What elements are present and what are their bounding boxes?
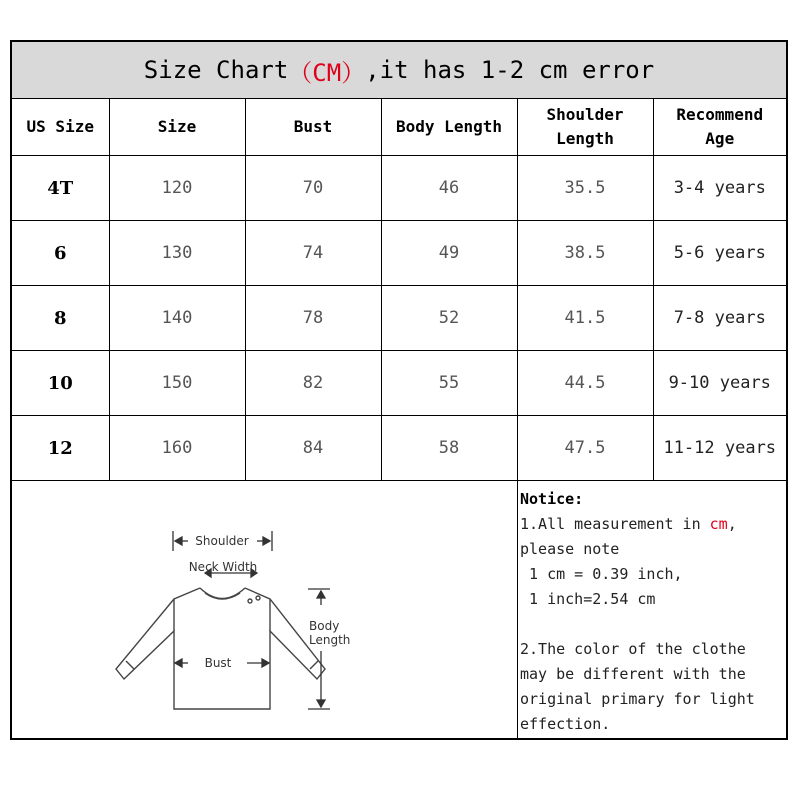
table-row xyxy=(12,351,786,416)
cell-shoulder-length: 35.5 xyxy=(517,156,653,221)
chart-title xyxy=(12,42,786,99)
header-body-length: Body Length xyxy=(381,99,517,156)
cell-body-length: 52 xyxy=(381,286,517,351)
cell-age: 9-10 years xyxy=(653,351,786,416)
sweater-diagram xyxy=(12,481,517,739)
table-row xyxy=(12,156,786,221)
cell-shoulder-length: 41.5 xyxy=(517,286,653,351)
table-row xyxy=(12,286,786,351)
notice-heading: Notice: xyxy=(520,490,584,508)
cell-shoulder-length: 47.5 xyxy=(517,416,653,481)
cell-size: 120 xyxy=(109,156,245,221)
cell-us-size: 6 xyxy=(12,221,109,286)
cell-size: 140 xyxy=(109,286,245,351)
header-us-size: US Size xyxy=(12,99,109,156)
cell-bust: 84 xyxy=(245,416,381,481)
notice-text xyxy=(520,487,784,737)
header-size: Size xyxy=(109,99,245,156)
neck-width-label: Neck Width xyxy=(188,560,258,574)
cell-body-length: 55 xyxy=(381,351,517,416)
notice-line3: 1 cm = 0.39 inch, xyxy=(520,565,683,583)
measurement-diagram xyxy=(12,481,518,739)
cell-bust: 78 xyxy=(245,286,381,351)
cell-us-size: 4T xyxy=(12,156,109,221)
cell-age: 11-12 years xyxy=(653,416,786,481)
title-note: ,it has 1-2 cm error xyxy=(365,56,655,84)
body-length-arrow xyxy=(308,589,330,709)
cell-bust: 74 xyxy=(245,221,381,286)
cell-shoulder-length: 44.5 xyxy=(517,351,653,416)
cell-bust: 82 xyxy=(245,351,381,416)
cell-age: 7-8 years xyxy=(653,286,786,351)
cell-body-length: 49 xyxy=(381,221,517,286)
header-bust: Bust xyxy=(245,99,381,156)
notice-line7: original primary for light xyxy=(520,690,755,708)
cell-bust: 70 xyxy=(245,156,381,221)
title-main: Size Chart xyxy=(143,56,289,84)
bottom-section xyxy=(12,480,786,739)
cell-size: 160 xyxy=(109,416,245,481)
body-label-line1: Body xyxy=(309,619,340,633)
cell-us-size: 10 xyxy=(12,351,109,416)
title-unit: （CM） xyxy=(288,58,366,87)
table-header-row xyxy=(12,99,786,156)
cell-age: 5-6 years xyxy=(653,221,786,286)
notice-line5: 2.The color of the clothe xyxy=(520,640,746,658)
cell-body-length: 58 xyxy=(381,416,517,481)
notice-line1a: 1.All measurement in xyxy=(520,515,710,533)
cell-us-size: 8 xyxy=(12,286,109,351)
header-shoulder-length: Shoulder Length xyxy=(517,99,653,156)
size-table xyxy=(12,99,786,481)
body-label-line2: Length xyxy=(309,633,351,647)
notice-line4: 1 inch=2.54 cm xyxy=(520,590,656,608)
notice-line6: may be different with the xyxy=(520,665,746,683)
cell-size: 150 xyxy=(109,351,245,416)
shoulder-label: Shoulder xyxy=(195,534,249,548)
cell-us-size: 12 xyxy=(12,416,109,481)
cell-shoulder-length: 38.5 xyxy=(517,221,653,286)
cell-age: 3-4 years xyxy=(653,156,786,221)
notice-unit: cm xyxy=(709,515,728,533)
notice-line1c: , xyxy=(727,515,737,533)
cell-body-length: 46 xyxy=(381,156,517,221)
sweater-outline xyxy=(116,588,325,709)
bust-label: Bust xyxy=(204,656,232,670)
notice-line2: please note xyxy=(520,540,620,558)
cell-size: 130 xyxy=(109,221,245,286)
table-row xyxy=(12,416,786,481)
size-chart xyxy=(10,40,788,740)
header-recommend-age: Recommend Age xyxy=(653,99,786,156)
table-row xyxy=(12,221,786,286)
notice-line8: effection. xyxy=(520,715,611,733)
